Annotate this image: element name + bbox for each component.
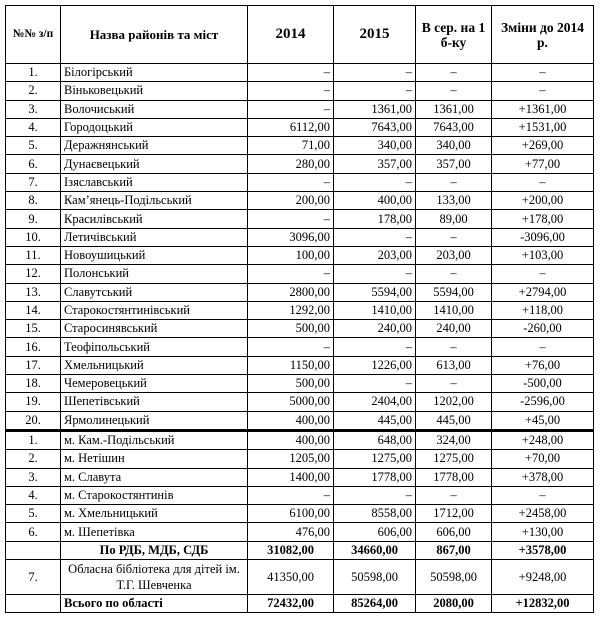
- city-row-average: 1275,00: [416, 450, 492, 468]
- header-2014: 2014: [248, 6, 334, 64]
- district-row-name: Ярмолинецький: [61, 411, 248, 430]
- district-row-average: 240,00: [416, 320, 492, 338]
- district-row-change: –: [492, 64, 594, 82]
- subtotal-name: По РДБ, МДБ, СДБ: [61, 541, 248, 559]
- city-row-name: м. Славута: [61, 468, 248, 486]
- district-row-number: 6.: [6, 155, 61, 173]
- subtotal-number: [6, 541, 61, 559]
- city-row-name: м. Шепетівка: [61, 523, 248, 541]
- header-change: Зміни до 2014 р.: [492, 6, 594, 64]
- district-row-value-2014: 200,00: [248, 192, 334, 210]
- district-row-average: –: [416, 173, 492, 191]
- district-row-change: –: [492, 338, 594, 356]
- city-row-change: +378,00: [492, 468, 594, 486]
- library-number: 7.: [6, 560, 61, 595]
- district-row-change: +77,00: [492, 155, 594, 173]
- city-row-change: +248,00: [492, 430, 594, 449]
- city-row-average: 1778,00: [416, 468, 492, 486]
- district-row-change: –: [492, 82, 594, 100]
- district-row-name: Теофіпольський: [61, 338, 248, 356]
- district-row-value-2014: 5000,00: [248, 393, 334, 411]
- district-row-number: 1.: [6, 64, 61, 82]
- city-row-number: 4.: [6, 486, 61, 504]
- city-row-value-2014: 400,00: [248, 430, 334, 449]
- header-average: В сер. на 1 б-ку: [416, 6, 492, 64]
- district-row-number: 11.: [6, 246, 61, 264]
- district-row-number: 20.: [6, 411, 61, 430]
- district-row-value-2014: –: [248, 82, 334, 100]
- library-average: 50598,00: [416, 560, 492, 595]
- district-row: [6, 173, 594, 191]
- district-row: [6, 265, 594, 283]
- city-row-name: м. Кам.-Подільський: [61, 430, 248, 449]
- district-row-average: 1202,00: [416, 393, 492, 411]
- district-row-value-2014: 2800,00: [248, 283, 334, 301]
- district-row-change: +1531,00: [492, 118, 594, 136]
- district-row-value-2014: 1292,00: [248, 301, 334, 319]
- district-row-value-2014: –: [248, 265, 334, 283]
- district-row-change: +76,00: [492, 356, 594, 374]
- district-row-average: –: [416, 375, 492, 393]
- district-row: [6, 375, 594, 393]
- district-row-average: 340,00: [416, 137, 492, 155]
- district-row-value-2015: 7643,00: [334, 118, 416, 136]
- subtotal-row: [6, 541, 594, 559]
- district-row-value-2015: –: [334, 82, 416, 100]
- district-row-name: Славутський: [61, 283, 248, 301]
- city-row-value-2015: 648,00: [334, 430, 416, 449]
- subtotal-average: 867,00: [416, 541, 492, 559]
- city-row-change: +70,00: [492, 450, 594, 468]
- district-row: [6, 393, 594, 411]
- district-row-value-2014: 280,00: [248, 155, 334, 173]
- district-row-name: Деражнянський: [61, 137, 248, 155]
- subtotal-change: +3578,00: [492, 541, 594, 559]
- district-row-name: Кам’янець-Подільський: [61, 192, 248, 210]
- city-row-value-2014: 6100,00: [248, 505, 334, 523]
- district-row-value-2014: –: [248, 338, 334, 356]
- district-row-number: 12.: [6, 265, 61, 283]
- district-row: [6, 137, 594, 155]
- district-row-average: 1361,00: [416, 100, 492, 118]
- district-row-number: 4.: [6, 118, 61, 136]
- district-row-number: 7.: [6, 173, 61, 191]
- district-row: [6, 118, 594, 136]
- district-row-number: 13.: [6, 283, 61, 301]
- district-row-value-2015: 1361,00: [334, 100, 416, 118]
- city-row-average: 1712,00: [416, 505, 492, 523]
- district-row: [6, 192, 594, 210]
- city-row-value-2014: 1400,00: [248, 468, 334, 486]
- district-row: [6, 64, 594, 82]
- district-row-value-2014: 500,00: [248, 320, 334, 338]
- district-row-name: Полонський: [61, 265, 248, 283]
- district-row-name: Волочиський: [61, 100, 248, 118]
- total-row: [6, 595, 594, 613]
- total-number: [6, 595, 61, 613]
- city-row-average: 606,00: [416, 523, 492, 541]
- district-row-name: Шепетівський: [61, 393, 248, 411]
- district-row-value-2015: –: [334, 64, 416, 82]
- city-row-value-2015: 1778,00: [334, 468, 416, 486]
- header-2015: 2015: [334, 6, 416, 64]
- library-change: +9248,00: [492, 560, 594, 595]
- district-row-value-2015: 178,00: [334, 210, 416, 228]
- district-row-value-2015: 2404,00: [334, 393, 416, 411]
- city-row-change: –: [492, 486, 594, 504]
- district-row-number: 9.: [6, 210, 61, 228]
- district-row-average: –: [416, 64, 492, 82]
- district-row-value-2015: 357,00: [334, 155, 416, 173]
- district-row-average: 89,00: [416, 210, 492, 228]
- district-row-number: 2.: [6, 82, 61, 100]
- city-row-value-2015: –: [334, 486, 416, 504]
- district-row: [6, 301, 594, 319]
- district-row-name: Новоушицький: [61, 246, 248, 264]
- header-number: №№ з/п: [6, 6, 61, 64]
- district-row-value-2015: –: [334, 338, 416, 356]
- district-row-value-2014: 500,00: [248, 375, 334, 393]
- district-row-value-2015: –: [334, 375, 416, 393]
- total-change: +12832,00: [492, 595, 594, 613]
- city-row-number: 6.: [6, 523, 61, 541]
- district-row-change: +200,00: [492, 192, 594, 210]
- district-row-number: 14.: [6, 301, 61, 319]
- city-row-value-2015: 8558,00: [334, 505, 416, 523]
- district-row-average: 445,00: [416, 411, 492, 430]
- district-row-value-2015: 445,00: [334, 411, 416, 430]
- district-row-average: 5594,00: [416, 283, 492, 301]
- district-row-number: 3.: [6, 100, 61, 118]
- district-row-value-2014: 71,00: [248, 137, 334, 155]
- district-row-value-2015: 240,00: [334, 320, 416, 338]
- district-row-name: Старосинявський: [61, 320, 248, 338]
- district-row-change: -3096,00: [492, 228, 594, 246]
- city-row: [6, 505, 594, 523]
- district-row-average: 7643,00: [416, 118, 492, 136]
- district-row-change: -2596,00: [492, 393, 594, 411]
- district-row: [6, 283, 594, 301]
- table-body: [6, 64, 594, 613]
- district-row-number: 16.: [6, 338, 61, 356]
- district-row-value-2015: 5594,00: [334, 283, 416, 301]
- district-row-change: +178,00: [492, 210, 594, 228]
- district-row-change: +1361,00: [492, 100, 594, 118]
- district-row-value-2015: 1226,00: [334, 356, 416, 374]
- district-row-name: Дунаєвецький: [61, 155, 248, 173]
- library-2015: 50598,00: [334, 560, 416, 595]
- district-row-number: 10.: [6, 228, 61, 246]
- city-row-change: +2458,00: [492, 505, 594, 523]
- district-row: [6, 155, 594, 173]
- district-row-average: 203,00: [416, 246, 492, 264]
- district-row-value-2015: 340,00: [334, 137, 416, 155]
- district-row-value-2015: 1410,00: [334, 301, 416, 319]
- city-row-number: 1.: [6, 430, 61, 449]
- city-row-average: 324,00: [416, 430, 492, 449]
- subtotal-2014: 31082,00: [248, 541, 334, 559]
- district-row-change: +269,00: [492, 137, 594, 155]
- district-row-name: Красилівський: [61, 210, 248, 228]
- district-row-number: 18.: [6, 375, 61, 393]
- district-row-value-2014: 100,00: [248, 246, 334, 264]
- district-row-average: 613,00: [416, 356, 492, 374]
- district-row-value-2014: –: [248, 100, 334, 118]
- city-row: [6, 486, 594, 504]
- district-row-average: –: [416, 82, 492, 100]
- district-row-name: Білогірський: [61, 64, 248, 82]
- district-row-change: +2794,00: [492, 283, 594, 301]
- district-row: [6, 100, 594, 118]
- city-row: [6, 468, 594, 486]
- district-row-change: -500,00: [492, 375, 594, 393]
- city-row-change: +130,00: [492, 523, 594, 541]
- district-row-value-2015: 400,00: [334, 192, 416, 210]
- district-row-change: –: [492, 265, 594, 283]
- district-row-name: Летичівський: [61, 228, 248, 246]
- district-row-change: +103,00: [492, 246, 594, 264]
- district-row: [6, 246, 594, 264]
- district-row-average: 357,00: [416, 155, 492, 173]
- district-row-number: 8.: [6, 192, 61, 210]
- district-row-change: -260,00: [492, 320, 594, 338]
- district-row-number: 17.: [6, 356, 61, 374]
- district-row-value-2014: 400,00: [248, 411, 334, 430]
- district-row: [6, 411, 594, 430]
- city-row-value-2014: 476,00: [248, 523, 334, 541]
- district-row-value-2014: 3096,00: [248, 228, 334, 246]
- district-row-number: 15.: [6, 320, 61, 338]
- district-row-name: Ізяславський: [61, 173, 248, 191]
- district-row-value-2015: –: [334, 173, 416, 191]
- total-2014: 72432,00: [248, 595, 334, 613]
- district-row-value-2015: –: [334, 228, 416, 246]
- district-row-average: –: [416, 338, 492, 356]
- city-row-value-2014: –: [248, 486, 334, 504]
- district-row-number: 19.: [6, 393, 61, 411]
- district-row-change: –: [492, 173, 594, 191]
- district-row-name: Городоцький: [61, 118, 248, 136]
- subtotal-2015: 34660,00: [334, 541, 416, 559]
- district-row-value-2014: –: [248, 64, 334, 82]
- city-row: [6, 523, 594, 541]
- district-row-average: –: [416, 228, 492, 246]
- header-row: [6, 6, 594, 64]
- city-row: [6, 450, 594, 468]
- district-row-average: 133,00: [416, 192, 492, 210]
- city-row-value-2015: 1275,00: [334, 450, 416, 468]
- district-row: [6, 228, 594, 246]
- district-row-change: +118,00: [492, 301, 594, 319]
- library-name: Обласна бібліотека для дітей ім. Т.Г. Шевченка: [61, 560, 248, 595]
- city-row-value-2015: 606,00: [334, 523, 416, 541]
- total-name: Всього по області: [61, 595, 248, 613]
- district-row-name: Чемеровецький: [61, 375, 248, 393]
- district-row-value-2014: 1150,00: [248, 356, 334, 374]
- district-row: [6, 82, 594, 100]
- district-row-number: 5.: [6, 137, 61, 155]
- district-row-name: Віньковецький: [61, 82, 248, 100]
- library-row: [6, 560, 594, 595]
- total-average: 2080,00: [416, 595, 492, 613]
- city-row-number: 5.: [6, 505, 61, 523]
- district-row-change: +45,00: [492, 411, 594, 430]
- statistics-table: [5, 5, 594, 613]
- city-row-name: м. Старокостянтинів: [61, 486, 248, 504]
- district-row: [6, 356, 594, 374]
- district-row-value-2014: 6112,00: [248, 118, 334, 136]
- header-name: Назва районів та міст: [61, 6, 248, 64]
- district-row-value-2014: –: [248, 173, 334, 191]
- city-row-number: 3.: [6, 468, 61, 486]
- city-row-name: м. Нетішин: [61, 450, 248, 468]
- district-row-name: Хмельницький: [61, 356, 248, 374]
- district-row-name: Старокостянтинівський: [61, 301, 248, 319]
- district-row-value-2015: –: [334, 265, 416, 283]
- library-2014: 41350,00: [248, 560, 334, 595]
- district-row: [6, 210, 594, 228]
- total-2015: 85264,00: [334, 595, 416, 613]
- city-row-name: м. Хмельницький: [61, 505, 248, 523]
- district-row: [6, 338, 594, 356]
- city-row-average: –: [416, 486, 492, 504]
- district-row-value-2015: 203,00: [334, 246, 416, 264]
- district-row-value-2014: –: [248, 210, 334, 228]
- district-row-average: –: [416, 265, 492, 283]
- city-row-value-2014: 1205,00: [248, 450, 334, 468]
- district-row: [6, 320, 594, 338]
- city-row-number: 2.: [6, 450, 61, 468]
- city-row: [6, 430, 594, 449]
- district-row-average: 1410,00: [416, 301, 492, 319]
